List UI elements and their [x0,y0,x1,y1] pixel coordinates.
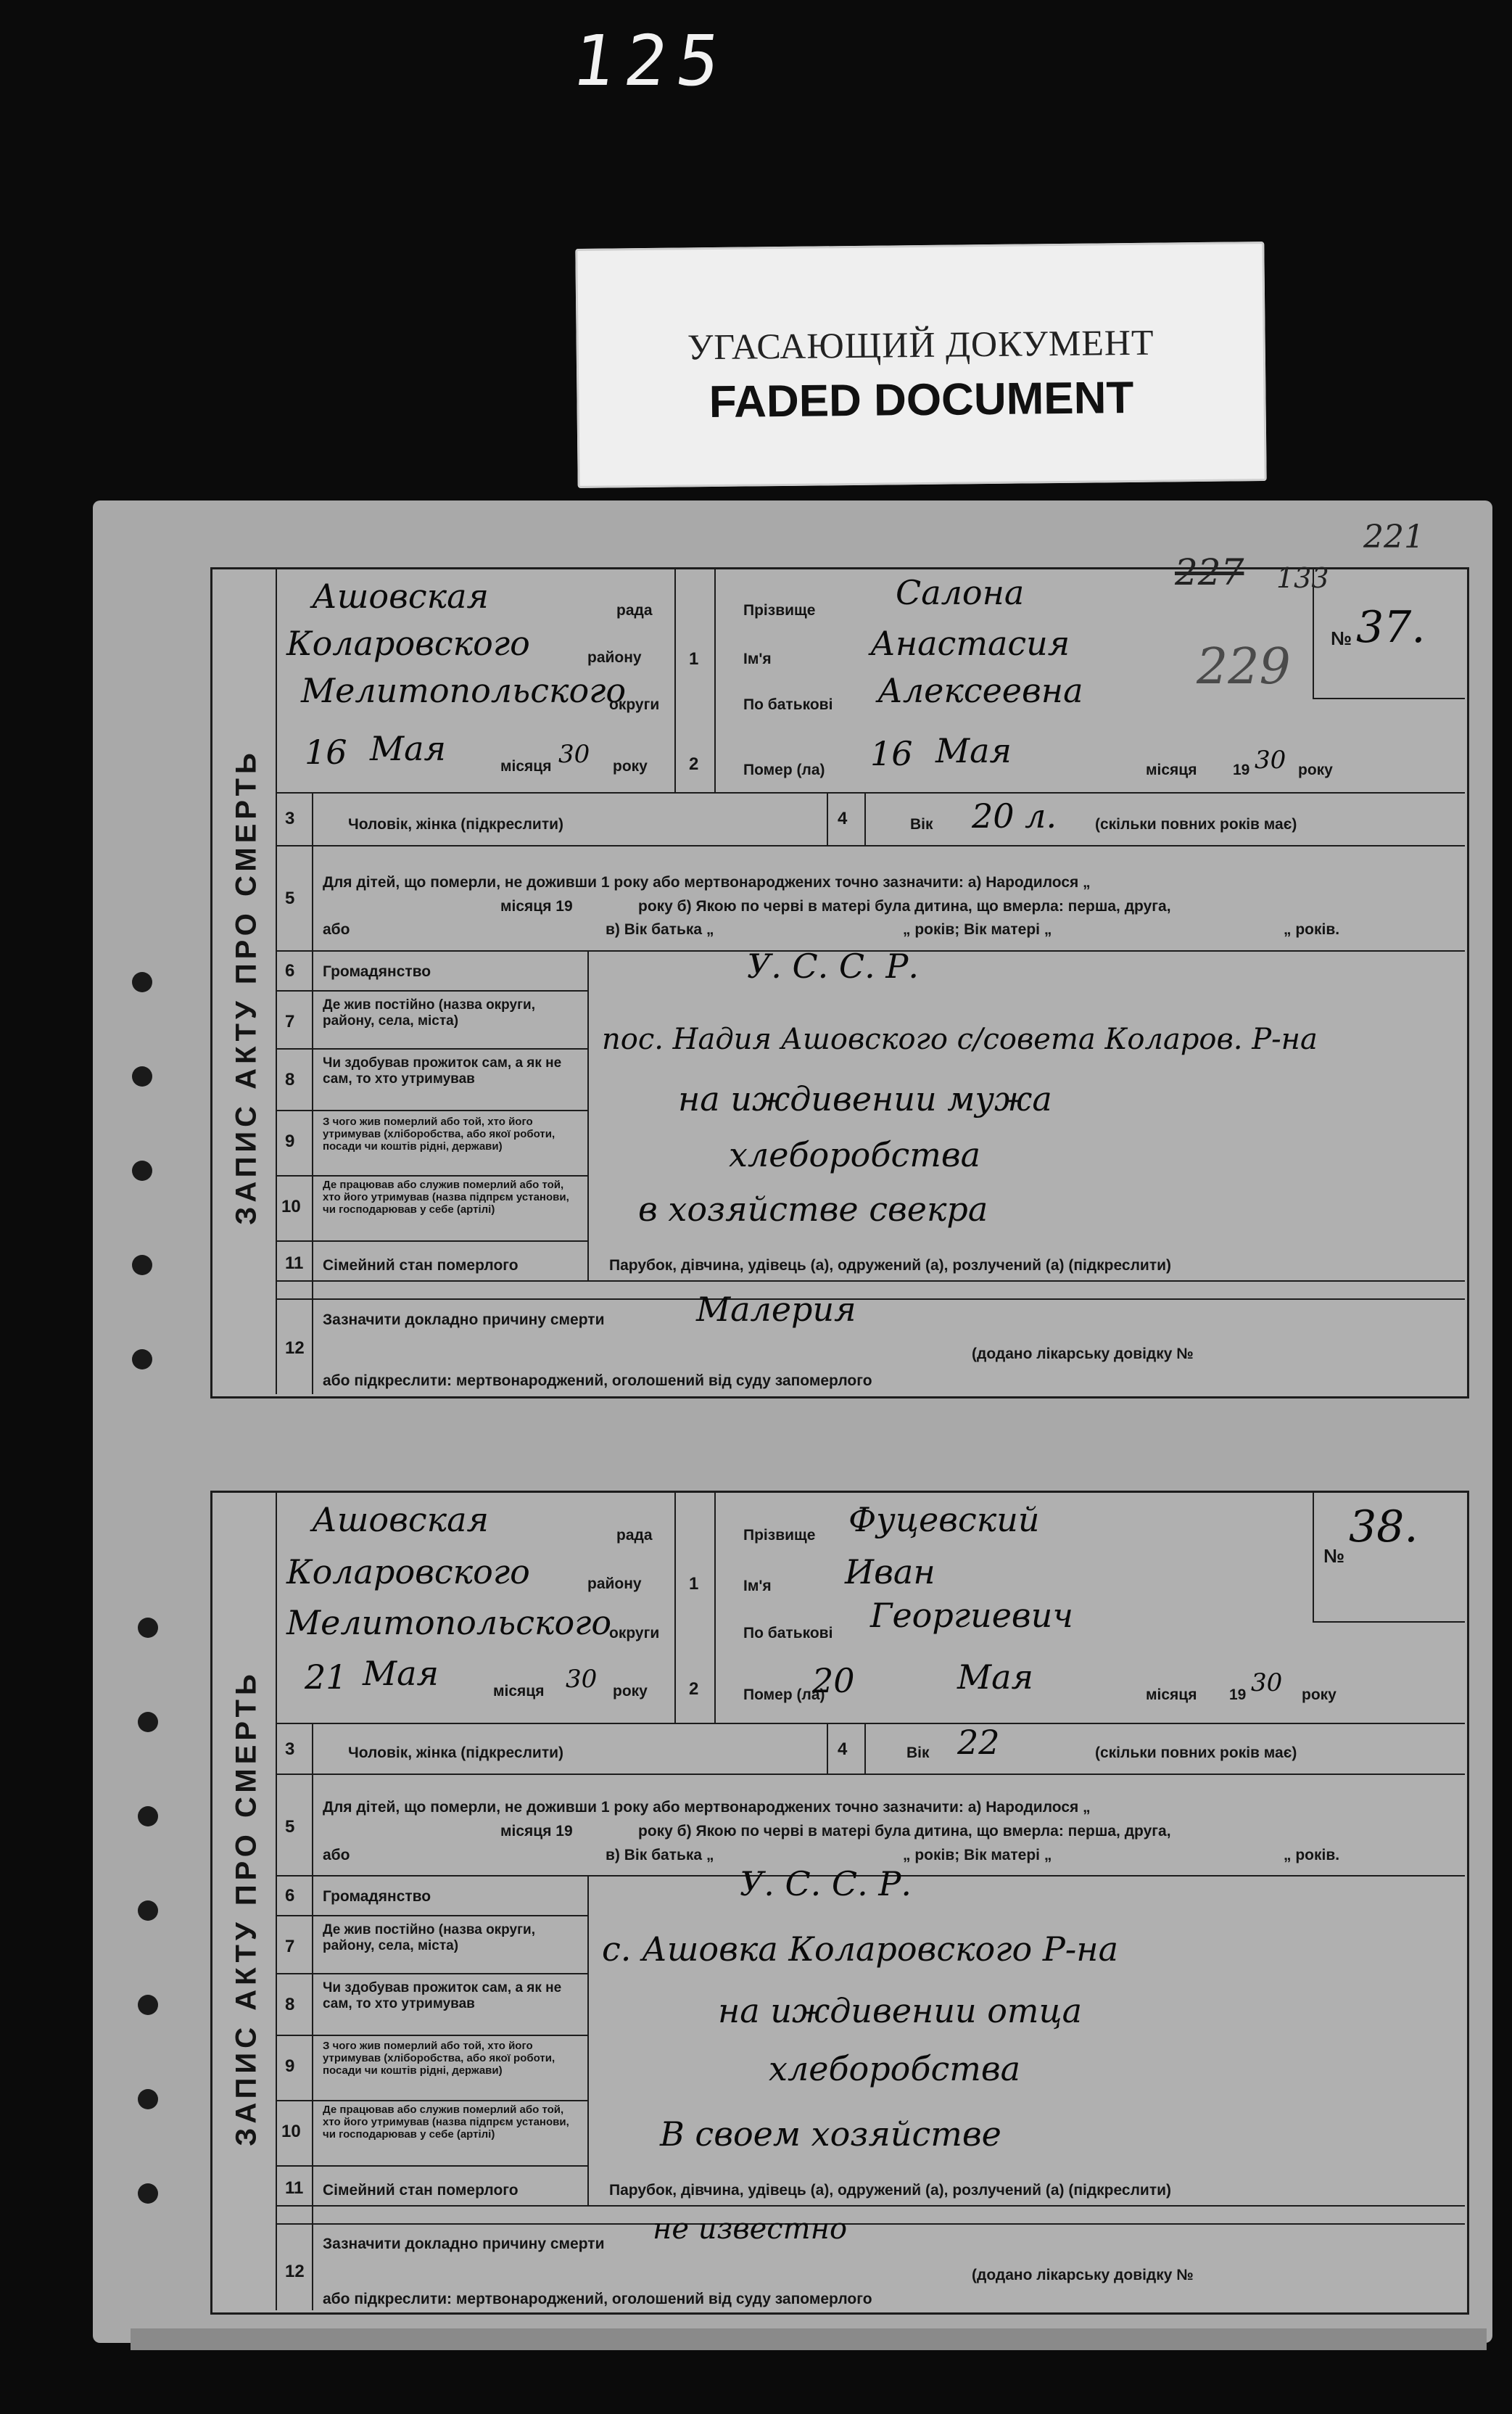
record-2-selsovet: Ашовская [312,1500,489,1539]
punch-hole [138,2089,158,2109]
record-1-cause: Малерия [696,1290,856,1329]
children-line-3c: „ років; Вік матері „ [903,1847,1052,1863]
grid-line [587,950,589,1280]
grid-line [864,1723,866,1774]
record-1-patronymic: Алексеевна [877,671,1083,710]
record-2-reg-day: 21 [305,1657,347,1697]
record-2-death-month: Мая [957,1657,1033,1697]
year-prefix: 19 [1233,762,1250,778]
record-2-citizenship: У. С. С. Р. [740,1864,912,1903]
row-number: 10 [281,1197,301,1216]
grid-line [276,1915,587,1916]
month-label: місяця [500,758,552,775]
record-1-reg-month: Мая [370,729,446,768]
patronymic-label: По батькові [743,696,833,713]
certificate-label: (додано лікарську довідку № [972,2267,1194,2283]
punch-hole [138,1995,158,2015]
row-number: 11 [285,1253,304,1273]
grid-line [276,1298,1465,1300]
punch-hole [132,972,152,992]
record-2-reg-year: 30 [566,1665,598,1694]
record-1-number-pencil: 221 [1363,519,1424,556]
record-2-death-year: 30 [1251,1668,1283,1697]
children-line-1: Для дітей, що померли, не доживши 1 року або мертвонароджених точно зазначити: а) Народилося „ [323,1799,1091,1816]
row-number: 5 [285,1817,295,1837]
certificate-label: (додано лікарську довідку № [972,1346,1194,1362]
row-number: 5 [285,889,295,908]
record-2-raion: Коларовского [286,1552,530,1591]
patronymic-label: По батькові [743,1625,833,1641]
surname-label: Прізвище [743,602,816,619]
year-label: року [613,1683,648,1700]
grid-line [312,1723,313,2310]
age-label: Вік [906,1744,930,1761]
record-1-side-title: ЗАПИС АКТУ ПРО СМЕРТЬ [230,748,263,1225]
row-number: 1 [689,649,699,669]
support-label: Чи здобував прожиток сам, а як не сам, то хто утримував [323,1980,562,2011]
sex-label: Чоловік, жінка (підкреслити) [348,816,564,833]
record-2-livelihood: хлеборобства [769,2049,1021,2088]
paper-edge [131,2328,1487,2350]
workplace-label: Де працював або служив померлий або той, хто його утримував (назва підпрєм установи, чи господарював у себе (артілі) [323,2104,569,2141]
grid-line [276,1048,587,1050]
punch-hole [132,1161,152,1181]
marital-label: Сімейний стан померлого [323,2182,519,2199]
marital-options: Парубок, дівчина, удівець (а), одружений (а), розлучений (а) (підкреслити) [609,1257,1172,1274]
record-1-workplace: в хозяйстве свекра [638,1190,988,1229]
livelihood-label: З чого жив померлий або той, хто його утримував (хліборобства, або якої роботи, посади чи коштів рідні, держави) [323,2040,555,2077]
record-2-patronymic: Георгиевич [870,1596,1073,1635]
record-1-support: на иждивении мужа [678,1079,1052,1119]
residence-label: Де жив постійно (назва округи, району, села, міста) [323,1922,535,1953]
punch-hole [138,1900,158,1921]
record-1-age: 20 л. [972,796,1057,836]
record-2-reg-month: Мая [363,1654,439,1693]
record-1-citizenship: У. С. С. Р. [747,947,919,986]
okruha-label: округи [609,696,660,713]
okruha-label: округи [609,1625,660,1641]
children-line-3a: або [323,921,350,938]
row-number: 7 [285,1012,295,1031]
month-label: місяця [493,1683,545,1700]
died-label: Помер (ла) [743,1686,825,1703]
cause-label: Зазначити докладно причину смерти [323,2236,605,2252]
grid-line [276,990,587,992]
children-line-3b: в) Вік батька „ [606,921,714,938]
record-2-death-day: 20 [812,1661,855,1700]
rada-label: рада [616,1527,653,1544]
children-line-1: Для дітей, що померли, не доживши 1 року або мертвонароджених точно зазначити: а) Народилося „ [323,874,1091,891]
age-note: (скільки повних років має) [1095,816,1297,833]
year-label: року [1302,1686,1337,1703]
number-sign: № [1331,627,1352,649]
children-line-2a: місяця 19 [500,1823,573,1840]
record-1-okrug: Мелитопольского [301,671,627,710]
sex-label: Чоловік, жінка (підкреслити) [348,1744,564,1761]
month-label: місяця [1146,1686,1197,1703]
grid-line [1313,1621,1465,1623]
punch-hole [138,1806,158,1826]
children-line-3d: „ років. [1284,921,1340,938]
grid-line [276,845,1465,846]
record-1-reg-year: 30 [558,740,590,769]
stillborn-label: або підкреслити: мертвонароджений, оголошений від суду запомерлого [323,2291,872,2307]
grid-line [276,2035,587,2036]
cause-label: Зазначити докладно причину смерти [323,1311,605,1328]
grid-line [276,1110,587,1111]
punch-hole [138,1618,158,1638]
record-2-workplace: В своем хозяйстве [660,2114,1001,2154]
faded-label-english: FADED DOCUMENT [709,372,1134,428]
record-1-name: Анастасия [870,624,1070,663]
row-number: 12 [285,2262,305,2281]
punch-hole [138,1712,158,1732]
row-number: 7 [285,1937,295,1956]
punch-hole [138,2183,158,2204]
row-number: 3 [285,809,295,828]
record-1-reg-day: 16 [305,733,347,772]
workplace-label: Де працював або служив померлий або той, хто його утримував (назва підпрєм установи, чи господарював у себе (артілі) [323,1179,569,1216]
record-2-okrug: Мелитопольского [286,1603,612,1642]
year-label: року [1298,762,1333,778]
citizenship-label: Громадянство [323,1888,431,1905]
grid-line [276,2205,1465,2207]
record-2-surname: Фуцевский [848,1500,1040,1539]
record-1-residence: пос. Надия Ашовского с/совета Коларов. Р-на [602,1023,1318,1056]
grid-line [276,792,1465,794]
grid-line [674,1491,676,1723]
children-line-3b: в) Вік батька „ [606,1847,714,1863]
grid-line [276,2100,587,2101]
record-1-number-strike: 227 [1175,551,1244,593]
children-line-3a: або [323,1847,350,1863]
faded-label-russian: УГАСАЮЩИЙ ДОКУМЕНТ [687,321,1154,368]
raion-label: району [587,649,642,666]
age-label: Вік [910,816,933,833]
record-2-age: 22 [957,1723,1000,1762]
grid-line [827,1723,828,1774]
died-label: Помер (ла) [743,762,825,778]
citizenship-label: Громадянство [323,963,431,980]
row-number: 2 [689,1679,699,1699]
row-number: 11 [285,2178,304,2198]
grid-line [276,1280,1465,1282]
row-number: 1 [689,1574,699,1594]
children-line-2a: місяця 19 [500,898,573,915]
grid-line [276,1723,1465,1724]
children-line-2b: року б) Якою по черві в матері була дитина, що вмерла: перша, друга, [638,898,1171,915]
record-1-death-year: 30 [1255,746,1286,775]
row-number: 2 [689,754,699,774]
row-number: 12 [285,1338,305,1358]
record-1-number-stamp: 133 [1276,562,1329,594]
age-note: (скільки повних років має) [1095,1744,1297,1761]
record-1-number: 37. [1356,602,1426,653]
grid-line [276,2223,1465,2225]
row-number: 4 [838,809,848,828]
marital-options: Парубок, дівчина, удівець (а), одружений (а), розлучений (а) (підкреслити) [609,2182,1172,2199]
name-label: Ім'я [743,1578,772,1594]
month-label: місяця [1146,762,1197,778]
record-1-death-day: 16 [870,734,913,773]
record-1-death-month: Мая [935,731,1012,770]
children-line-2b: року б) Якою по черві в матері була дитина, що вмерла: перша, друга, [638,1823,1171,1840]
faded-document-label [575,242,1266,488]
row-number: 10 [281,2122,301,2141]
row-number: 8 [285,1070,295,1089]
row-number: 3 [285,1739,295,1759]
grid-line [1313,698,1465,699]
raion-label: району [587,1575,642,1592]
record-2-name: Иван [845,1552,935,1591]
grid-line [864,792,866,845]
support-label: Чи здобував прожиток сам, а як не сам, то хто утримував [323,1055,562,1087]
year-prefix: 19 [1229,1686,1247,1703]
surname-label: Прізвище [743,1527,816,1544]
record-1-pencil-note: 229 [1197,638,1291,696]
record-2-cause: не известно [653,2212,848,2246]
year-label: року [613,758,648,775]
children-line-3c: „ років; Вік матері „ [903,921,1052,938]
grid-line [312,792,313,1394]
row-number: 9 [285,1132,295,1151]
row-number: 9 [285,2056,295,2076]
row-number: 6 [285,961,295,981]
grid-line [714,567,716,792]
grid-line [1313,1491,1314,1621]
record-2-support: на иждивении отца [718,1991,1083,2030]
grid-line [587,1875,589,2205]
grid-line [714,1491,716,1723]
number-sign: № [1323,1545,1344,1567]
archive-page-number: 125 [567,20,735,102]
rada-label: рада [616,602,653,619]
grid-line [276,1491,277,2310]
marital-label: Сімейний стан померлого [323,1257,519,1274]
punch-hole [132,1066,152,1087]
punch-hole [132,1255,152,1275]
record-1-selsovet: Ашовская [312,577,489,616]
stillborn-label: або підкреслити: мертвонароджений, оголошений від суду запомерлого [323,1372,872,1389]
row-number: 6 [285,1886,295,1906]
record-2-number: 38. [1349,1501,1418,1552]
punch-hole [132,1349,152,1369]
grid-line [276,1973,587,1974]
record-1-livelihood: хлеборобства [729,1135,981,1174]
residence-label: Де жив постійно (назва округи, району, села, міста) [323,997,535,1029]
grid-line [276,1774,1465,1775]
grid-line [276,567,277,1394]
livelihood-label: З чого жив померлий або той, хто його утримував (хліборобства, або якої роботи, посади чи коштів рідні, держави) [323,1116,555,1153]
grid-line [276,2165,587,2167]
record-2-residence: с. Ашовка Коларовского Р-на [602,1929,1119,1969]
row-number: 4 [838,1739,848,1759]
grid-line [674,567,676,792]
record-1-surname: Салона [896,573,1025,612]
grid-line [276,1175,587,1177]
children-line-3d: „ років. [1284,1847,1340,1863]
grid-line [827,792,828,845]
name-label: Ім'я [743,651,772,667]
record-2-side-title: ЗАПИС АКТУ ПРО СМЕРТЬ [230,1669,263,2146]
row-number: 8 [285,1995,295,2014]
record-1-raion: Коларовского [286,624,530,663]
grid-line [276,1240,587,1242]
